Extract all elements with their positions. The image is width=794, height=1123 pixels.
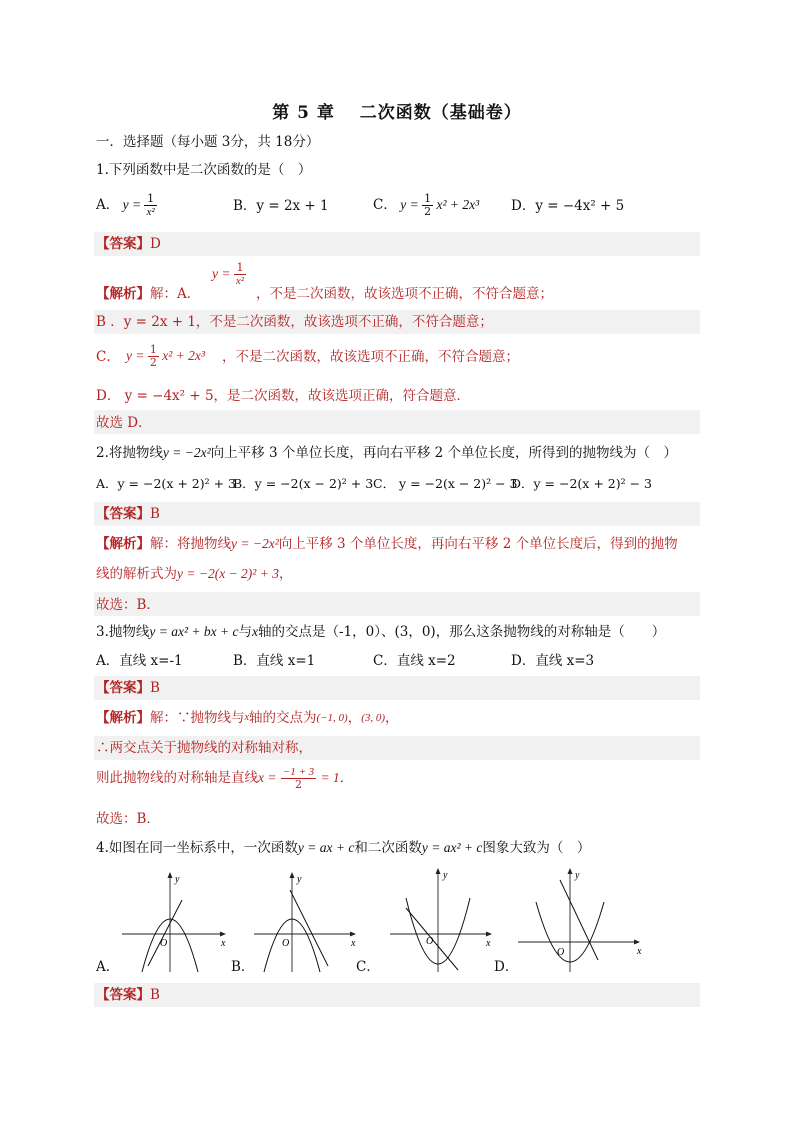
q4-graph-b-origin: O (282, 938, 290, 949)
q4-option-c: C． (356, 959, 380, 975)
q3-analysis-line1: 【解析】解：∵抛物线与$^x$轴的交点为$^{(-1, 0)}$，$^{(3, 0)}$， (96, 710, 399, 726)
q4-graph-a-origin: O (160, 938, 168, 949)
q3-option-d: D．直线 x=3 (511, 653, 595, 669)
q2-option-d: D．y = −2(x + 2)² − 3 (511, 476, 652, 491)
q1-option-a: A． y = $\frac{1}{\text{x²}}$ (96, 192, 155, 218)
q1-option-d: D．y = −4x² + 5 (511, 198, 625, 214)
q4-graph-b-x-label: x (351, 938, 356, 949)
q4-answer: 【答案】B (96, 987, 160, 1003)
q2-conclusion-band (94, 592, 700, 616)
q1-conclusion-band (94, 410, 700, 434)
q1-answer: 【答案】D (96, 236, 161, 252)
q4-graph-c-y-label: y (443, 870, 448, 881)
q2-option-b: B．y = −2(x − 2)² + 3 (233, 476, 374, 491)
q4-option-d: D． (494, 959, 519, 975)
q1-analysis-c: C． (96, 349, 120, 365)
q3-option-a: A．直线 x=-1 (96, 653, 183, 669)
section-heading: 一．选择题（每小题 3分，共 18分） (96, 134, 320, 150)
q3-conclusion: 故选：B． (96, 811, 160, 827)
q4-graph-a-x-label: x (221, 938, 226, 949)
arrow-icon (634, 940, 640, 945)
q4-graph-a-line (148, 900, 182, 966)
q4-option-b: B． (231, 959, 255, 975)
q3-stem: 3.抛物线y = ax² + bx + c与x轴的交点是（-1，0）、(3，0)，那么这条抛物线的对称轴是（ ） (96, 624, 666, 640)
q1-conclusion: 故选 D． (96, 415, 152, 431)
q3-answer-band (94, 676, 700, 700)
arrow-icon (220, 932, 226, 937)
q2-option-a: A．y = −2(x + 2)² + 3 (96, 476, 236, 491)
q4-option-a: A． (96, 959, 120, 975)
arrow-icon (350, 932, 356, 937)
q4-graph-b-line (290, 890, 328, 966)
q4-graph-d-origin: O (557, 947, 565, 958)
q1-analysis-a: 【解析】解：A． (96, 286, 201, 302)
q4-graph-b-y-label: y (297, 874, 302, 885)
q4-graph-a (120, 866, 232, 976)
q1-analysis-a-eq: y = $\frac{1}{\text{x²}}$ (212, 261, 245, 287)
q2-analysis-line1: 【解析】解：将抛物线y = −2x²向上平移 3 个单位长度，再向右平移 2 个单位长度后，得到的抛物 (96, 536, 678, 552)
q1-analysis-a-text: ，不是二次函数，故该选项不正确，不符合题意； (256, 286, 553, 302)
q4-stem: 4.如图在同一坐标系中，一次函数y = ax + c和二次函数y = ax² + c图象大致为（ ） (96, 840, 591, 856)
q1-analysis-b: B ．y = 2x + 1，不是二次函数，故该选项不正确，不符合题意； (96, 314, 493, 330)
q4-graph-c-origin: O (426, 936, 434, 947)
q3-option-b: B．直线 x=1 (233, 653, 316, 669)
arrow-icon (486, 932, 492, 937)
q1-stem: 1.下列函数中是二次函数的是（ ） (96, 162, 312, 178)
q1-answer-band (94, 232, 700, 256)
q2-conclusion: 故选：B． (96, 597, 160, 613)
q4-graph-b (252, 866, 364, 976)
arrow-icon (290, 872, 295, 878)
q4-graph-c-x-label: x (486, 938, 491, 949)
q4-graph-d-y-label: y (575, 870, 580, 881)
q2-stem: 2.将抛物线y = −2x²向上平移 3 个单位长度，再向右平移 2 个单位长度，所得到的抛物线为（ ） (96, 445, 677, 461)
page-title: 第 5 章 二次函数（基础卷） (272, 103, 522, 123)
q3-answer: 【答案】B (96, 680, 160, 696)
q3-analysis-line3: 则此抛物线的对称轴是直线x = $\frac{-1 + 3}{2}$ = 1． (96, 766, 354, 791)
q2-analysis-line2: 线的解析式为y = −2(x − 2)² + 3， (96, 566, 293, 582)
q2-answer-band (94, 502, 700, 526)
q1-analysis-c-eq: y = $\frac{1}{2}$ x² + 2x³ (126, 343, 205, 369)
arrow-icon (568, 868, 573, 874)
q4-graph-d (516, 862, 650, 976)
q1-option-c: C． y = $\frac{1}{2}$ x² + 2x³ (373, 192, 480, 218)
q1-option-b: B．y = 2x + 1 (233, 198, 329, 214)
q4-graph-d-line (560, 880, 598, 960)
q2-answer: 【答案】B (96, 506, 160, 522)
q3-analysis-line2: ∴两交点关于抛物线的对称轴对称， (96, 740, 312, 756)
q4-graph-c (388, 862, 500, 976)
q4-graph-d-x-label: x (637, 946, 642, 957)
q2-option-c: C． y = −2(x − 2)² − 3 (373, 476, 518, 491)
q4-answer-band (94, 983, 700, 1007)
q1-analysis-c-text: ，不是二次函数，故该选项不正确，不符合题意； (222, 349, 519, 365)
q1-analysis-d: D． y = −4x² + 5，是二次函数，故该选项正确，符合题意． (96, 388, 471, 404)
q3-option-c: C．直线 x=2 (373, 653, 456, 669)
arrow-icon (168, 872, 173, 878)
q4-graph-a-y-label: y (175, 874, 180, 885)
arrow-icon (436, 868, 441, 874)
